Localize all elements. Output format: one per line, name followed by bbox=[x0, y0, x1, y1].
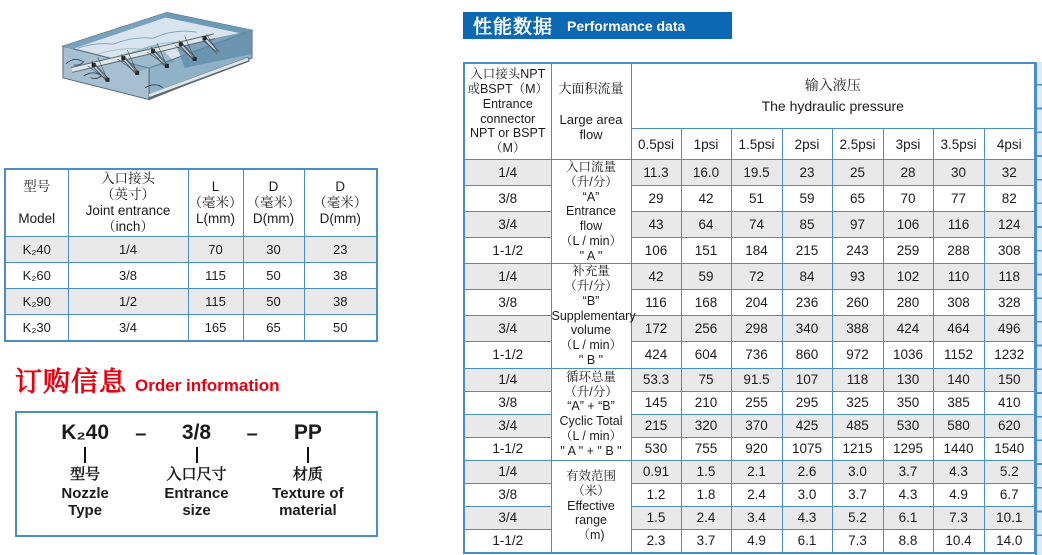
model-value-cell: 1/4 bbox=[68, 237, 188, 263]
value-cell: 260 bbox=[832, 290, 883, 316]
value-cell: 107 bbox=[782, 368, 832, 391]
value-cell: 65 bbox=[832, 186, 883, 212]
model-value-cell: 50 bbox=[243, 289, 304, 315]
value-cell: 4.9 bbox=[933, 483, 984, 506]
value-cell: 64 bbox=[681, 212, 731, 238]
value-cell: 2.4 bbox=[731, 483, 782, 506]
text-line bbox=[552, 96, 631, 111]
model-table-header-row bbox=[5, 169, 377, 237]
performance-data-row bbox=[464, 483, 1035, 506]
value-cell: 388 bbox=[832, 316, 883, 342]
order-separator: – bbox=[135, 423, 147, 445]
order-tick-line bbox=[307, 447, 309, 463]
order-part bbox=[146, 421, 246, 535]
model-table-row bbox=[5, 263, 377, 289]
size-cell: 1/4 bbox=[464, 160, 551, 186]
value-cell: 4.9 bbox=[731, 529, 782, 553]
model-value-cell: 165 bbox=[188, 315, 243, 342]
model-name-cell: K₂30 bbox=[5, 315, 68, 342]
text-line: flow bbox=[579, 219, 603, 233]
value-cell: 93 bbox=[832, 264, 883, 290]
model-name-cell: K₂90 bbox=[5, 289, 68, 315]
text-line: D(mm) bbox=[252, 210, 295, 226]
text-line: （英寸） bbox=[101, 187, 155, 203]
model-table-head bbox=[5, 169, 377, 237]
model-table-row bbox=[5, 315, 377, 342]
text-line: （毫米） bbox=[313, 195, 368, 211]
value-cell: 23 bbox=[782, 160, 832, 186]
size-cell: 1-1/2 bbox=[464, 529, 551, 553]
table-edge-sliver bbox=[1035, 62, 1042, 555]
text-line: material bbox=[279, 502, 337, 520]
value-cell: 30 bbox=[933, 160, 984, 186]
text-line: Cyclic Total bbox=[559, 414, 623, 428]
value-cell: 425 bbox=[782, 414, 832, 437]
value-cell: 215 bbox=[782, 238, 832, 264]
value-cell: 11.3 bbox=[631, 160, 681, 186]
value-cell: 130 bbox=[883, 368, 933, 391]
entrance-header-cell bbox=[464, 63, 551, 160]
value-cell: 118 bbox=[832, 368, 883, 391]
value-cell: 106 bbox=[631, 238, 681, 264]
value-cell: 1540 bbox=[984, 437, 1035, 460]
text-line: 大面积流量 bbox=[558, 80, 624, 96]
performance-data-row bbox=[464, 342, 1035, 368]
value-cell: 350 bbox=[883, 391, 933, 414]
text-line: size bbox=[182, 502, 211, 520]
value-cell: 116 bbox=[631, 290, 681, 316]
value-cell: 1440 bbox=[933, 437, 984, 460]
psi-header-cell: 3psi bbox=[883, 129, 933, 160]
value-cell: 29 bbox=[631, 186, 681, 212]
psi-header-cell: 0.5psi bbox=[631, 129, 681, 160]
value-cell: 308 bbox=[933, 290, 984, 316]
model-value-cell: 30 bbox=[243, 237, 304, 263]
performance-header-row-1 bbox=[464, 63, 1035, 129]
value-cell: 2.1 bbox=[731, 460, 782, 483]
text-line: NPT or BSPT bbox=[470, 126, 546, 141]
value-cell: 385 bbox=[933, 391, 984, 414]
value-cell: 920 bbox=[731, 437, 782, 460]
text-line: 入口接头NPT bbox=[470, 67, 546, 82]
model-table-body bbox=[5, 237, 377, 342]
performance-data-row bbox=[464, 414, 1035, 437]
model-value-cell: 65 bbox=[243, 315, 304, 342]
text-line: 有效范围 bbox=[565, 469, 616, 484]
group-label-cell bbox=[551, 460, 631, 553]
model-value-cell: 50 bbox=[304, 315, 377, 342]
value-cell: 280 bbox=[883, 290, 933, 316]
value-cell: 210 bbox=[681, 391, 731, 414]
pressure-header-cell bbox=[631, 63, 1035, 129]
value-cell: 124 bbox=[984, 212, 1035, 238]
performance-data-row bbox=[464, 212, 1035, 238]
size-cell: 3/8 bbox=[464, 290, 551, 316]
value-cell: 6.1 bbox=[782, 529, 832, 553]
value-cell: 32 bbox=[984, 160, 1035, 186]
model-value-cell: 3/8 bbox=[68, 263, 188, 289]
size-cell: 3/8 bbox=[464, 483, 551, 506]
text-line: volume bbox=[570, 323, 612, 338]
model-table-header-cell bbox=[304, 169, 377, 237]
performance-data-row bbox=[464, 391, 1035, 414]
order-label-zh: 型号 bbox=[70, 466, 101, 483]
value-cell: 8.8 bbox=[883, 529, 933, 553]
value-cell: 51 bbox=[731, 186, 782, 212]
value-cell: 3.7 bbox=[681, 529, 731, 553]
order-code: 3/8 bbox=[181, 421, 212, 444]
text-line: range bbox=[575, 513, 607, 528]
model-value-cell: 115 bbox=[188, 263, 243, 289]
value-cell: 102 bbox=[883, 264, 933, 290]
value-cell: 82 bbox=[984, 186, 1035, 212]
value-cell: 97 bbox=[832, 212, 883, 238]
text-line: Entrance bbox=[565, 204, 617, 219]
performance-data-row bbox=[464, 529, 1035, 553]
value-cell: 1.5 bbox=[681, 460, 731, 483]
text-line: Texture of bbox=[272, 484, 344, 502]
order-title-zh: 订购信息 bbox=[15, 367, 127, 397]
performance-data-row bbox=[464, 290, 1035, 316]
text-line: Effective bbox=[567, 498, 615, 513]
value-cell: 320 bbox=[681, 414, 731, 437]
text-line: flow bbox=[579, 126, 603, 142]
performance-data-row bbox=[464, 460, 1035, 483]
flow-header-cell bbox=[551, 63, 631, 160]
model-name-cell: K₂40 bbox=[5, 237, 68, 263]
value-cell: 42 bbox=[631, 264, 681, 290]
model-table-row bbox=[5, 289, 377, 315]
model-table-header-cell bbox=[188, 169, 243, 237]
model-value-cell: 3/4 bbox=[68, 315, 188, 342]
value-cell: 1295 bbox=[883, 437, 933, 460]
value-cell: 3.0 bbox=[782, 483, 832, 506]
value-cell: 72 bbox=[731, 264, 782, 290]
text-line: 入口流量 bbox=[565, 160, 616, 174]
order-info-title bbox=[15, 360, 280, 399]
performance-table-body bbox=[464, 160, 1035, 553]
order-tick-line bbox=[84, 447, 86, 463]
value-cell: 4.3 bbox=[883, 483, 933, 506]
value-cell: 10.4 bbox=[933, 529, 984, 553]
value-cell: 1.2 bbox=[631, 483, 681, 506]
performance-title-en: Performance data bbox=[567, 17, 686, 34]
value-cell: 59 bbox=[681, 264, 731, 290]
value-cell: 340 bbox=[782, 316, 832, 342]
value-cell: 236 bbox=[782, 290, 832, 316]
text-line: （升/分） bbox=[564, 384, 618, 399]
value-cell: 5.2 bbox=[984, 460, 1035, 483]
size-cell: 1/4 bbox=[464, 460, 551, 483]
value-cell: 3.4 bbox=[731, 506, 782, 529]
text-line: （米） bbox=[572, 483, 610, 498]
text-line: 型号 bbox=[23, 179, 51, 195]
value-cell: 370 bbox=[731, 414, 782, 437]
performance-data-row bbox=[464, 186, 1035, 212]
model-table-row bbox=[5, 237, 377, 263]
order-code: K₂40 bbox=[61, 421, 110, 444]
value-cell: 110 bbox=[933, 264, 984, 290]
value-cell: 2.6 bbox=[782, 460, 832, 483]
text-line: Joint entrance bbox=[85, 203, 171, 218]
value-cell: 298 bbox=[731, 316, 782, 342]
value-cell: 10.1 bbox=[984, 506, 1035, 529]
value-cell: 308 bbox=[984, 238, 1035, 264]
performance-data-row bbox=[464, 437, 1035, 460]
value-cell: 604 bbox=[681, 342, 731, 368]
value-cell: 295 bbox=[782, 391, 832, 414]
performance-data-row bbox=[464, 238, 1035, 264]
model-value-cell: 50 bbox=[243, 263, 304, 289]
value-cell: 42 bbox=[681, 186, 731, 212]
text-line: 入口接头 bbox=[101, 171, 155, 187]
value-cell: 530 bbox=[883, 414, 933, 437]
value-cell: 736 bbox=[731, 342, 782, 368]
value-cell: 256 bbox=[681, 316, 731, 342]
value-cell: 75 bbox=[681, 368, 731, 391]
value-cell: 424 bbox=[883, 316, 933, 342]
value-cell: 172 bbox=[631, 316, 681, 342]
value-cell: 3.7 bbox=[832, 483, 883, 506]
model-value-cell: 1/2 bbox=[68, 289, 188, 315]
tank-illustration bbox=[58, 4, 256, 116]
text-line: “A” + “B” bbox=[567, 399, 615, 414]
text-line: （毫米） bbox=[246, 195, 301, 211]
text-line: Model bbox=[18, 210, 56, 226]
value-cell: 43 bbox=[631, 212, 681, 238]
model-value-cell: 23 bbox=[304, 237, 377, 263]
text-line: " B " bbox=[578, 352, 604, 367]
text-line: Entrance bbox=[482, 96, 533, 111]
value-cell: 116 bbox=[933, 212, 984, 238]
value-cell: 485 bbox=[832, 414, 883, 437]
psi-header-cell: 1psi bbox=[681, 129, 731, 160]
value-cell: 1036 bbox=[883, 342, 933, 368]
value-cell: 972 bbox=[832, 342, 883, 368]
value-cell: 145 bbox=[631, 391, 681, 414]
value-cell: 106 bbox=[883, 212, 933, 238]
value-cell: 140 bbox=[933, 368, 984, 391]
text-line: （毫米） bbox=[188, 195, 243, 211]
value-cell: 85 bbox=[782, 212, 832, 238]
value-cell: 3.7 bbox=[883, 460, 933, 483]
text-line: " A " + " B " bbox=[560, 443, 622, 458]
text-line: 补充量 bbox=[572, 264, 610, 279]
model-value-cell: 115 bbox=[188, 289, 243, 315]
text-line: （L / min） bbox=[559, 338, 623, 352]
value-cell: 84 bbox=[782, 264, 832, 290]
value-cell: 215 bbox=[631, 414, 681, 437]
value-cell: 59 bbox=[782, 186, 832, 212]
value-cell: 91.5 bbox=[731, 368, 782, 391]
value-cell: 288 bbox=[933, 238, 984, 264]
text-line: （inch） bbox=[102, 218, 154, 234]
order-label-en bbox=[61, 485, 109, 520]
value-cell: 243 bbox=[832, 238, 883, 264]
value-cell: 2.3 bbox=[631, 529, 681, 553]
value-cell: 328 bbox=[984, 290, 1035, 316]
value-cell: 860 bbox=[782, 342, 832, 368]
size-cell: 1-1/2 bbox=[464, 238, 551, 264]
text-line: " A " bbox=[579, 248, 603, 263]
order-part bbox=[35, 421, 135, 535]
text-line: “A” bbox=[582, 189, 600, 204]
order-label-en bbox=[164, 485, 228, 520]
text-line: Supplementary bbox=[551, 308, 636, 323]
value-cell: 1.5 bbox=[631, 506, 681, 529]
text-line: D bbox=[335, 179, 346, 195]
order-label-zh: 入口尺寸 bbox=[166, 466, 227, 483]
size-cell: 3/4 bbox=[464, 414, 551, 437]
value-cell: 16.0 bbox=[681, 160, 731, 186]
psi-header-cell: 2psi bbox=[782, 129, 832, 160]
order-label-zh: 材质 bbox=[292, 466, 323, 483]
model-value-cell: 70 bbox=[188, 237, 243, 263]
value-cell: 530 bbox=[631, 437, 681, 460]
value-cell: 150 bbox=[984, 368, 1035, 391]
value-cell: 6.1 bbox=[883, 506, 933, 529]
value-cell: 184 bbox=[731, 238, 782, 264]
text-line: Nozzle bbox=[61, 484, 109, 502]
performance-table-head bbox=[464, 63, 1035, 160]
value-cell: 255 bbox=[731, 391, 782, 414]
value-cell: 259 bbox=[883, 238, 933, 264]
value-cell: 496 bbox=[984, 316, 1035, 342]
value-cell: 1152 bbox=[933, 342, 984, 368]
text-line: Entrance bbox=[164, 484, 229, 502]
value-cell: 464 bbox=[933, 316, 984, 342]
text-line: The hydraulic pressure bbox=[761, 98, 904, 114]
value-cell: 424 bbox=[631, 342, 681, 368]
psi-header-cell: 1.5psi bbox=[731, 129, 782, 160]
size-cell: 3/8 bbox=[464, 186, 551, 212]
value-cell: 1232 bbox=[984, 342, 1035, 368]
model-name-cell: K₂60 bbox=[5, 263, 68, 289]
order-label-en bbox=[272, 485, 343, 520]
model-table-header-cell bbox=[5, 169, 68, 237]
performance-data-row bbox=[464, 160, 1035, 186]
text-line: 或BSPT（M） bbox=[467, 82, 549, 96]
value-cell: 70 bbox=[883, 186, 933, 212]
value-cell: 620 bbox=[984, 414, 1035, 437]
value-cell: 77 bbox=[933, 186, 984, 212]
order-part bbox=[258, 421, 358, 535]
performance-data-row bbox=[464, 506, 1035, 529]
value-cell: 118 bbox=[984, 264, 1035, 290]
value-cell: 53.3 bbox=[631, 368, 681, 391]
size-cell: 3/8 bbox=[464, 391, 551, 414]
text-line: connector bbox=[480, 111, 536, 126]
size-cell: 3/4 bbox=[464, 316, 551, 342]
text-line: （L / min） bbox=[559, 233, 623, 248]
performance-title-zh: 性能数据 bbox=[473, 17, 554, 38]
value-cell: 6.7 bbox=[984, 483, 1035, 506]
text-line: “B” bbox=[582, 293, 600, 308]
performance-data-row bbox=[464, 316, 1035, 342]
value-cell: 151 bbox=[681, 238, 731, 264]
group-label-cell bbox=[551, 368, 631, 460]
value-cell: 580 bbox=[933, 414, 984, 437]
psi-header-cell: 3.5psi bbox=[933, 129, 984, 160]
size-cell: 1-1/2 bbox=[464, 437, 551, 460]
value-cell: 1075 bbox=[782, 437, 832, 460]
text-line: （L / min） bbox=[559, 428, 623, 443]
value-cell: 4.3 bbox=[933, 460, 984, 483]
psi-header-cell: 2.5psi bbox=[832, 129, 883, 160]
order-code-box bbox=[15, 411, 378, 537]
performance-header-bar bbox=[463, 12, 732, 39]
value-cell: 325 bbox=[832, 391, 883, 414]
value-cell: 0.91 bbox=[631, 460, 681, 483]
text-line: （m) bbox=[577, 528, 605, 543]
text-line: （M） bbox=[490, 141, 526, 155]
group-label-cell bbox=[551, 264, 636, 368]
group-label-cell bbox=[551, 160, 631, 264]
order-tick-line bbox=[196, 447, 198, 463]
value-cell: 14.0 bbox=[984, 529, 1035, 553]
order-code: PP bbox=[293, 421, 322, 444]
value-cell: 168 bbox=[681, 290, 731, 316]
text-line: D bbox=[268, 179, 279, 195]
model-table-header-cell bbox=[243, 169, 304, 237]
value-cell: 28 bbox=[883, 160, 933, 186]
model-table bbox=[4, 168, 378, 342]
size-cell: 1-1/2 bbox=[464, 342, 551, 368]
text-line: D(mm) bbox=[319, 210, 361, 226]
text-line: （升/分） bbox=[564, 174, 618, 189]
performance-table bbox=[463, 62, 1036, 554]
text-line: 循环总量 bbox=[565, 369, 616, 384]
size-cell: 3/4 bbox=[464, 212, 551, 238]
text-line: （升/分） bbox=[564, 279, 618, 293]
text-line: Large area bbox=[559, 111, 623, 127]
order-title-en: Order information bbox=[135, 376, 280, 395]
value-cell: 2.4 bbox=[681, 506, 731, 529]
value-cell: 3.0 bbox=[832, 460, 883, 483]
value-cell: 25 bbox=[832, 160, 883, 186]
size-cell: 1/4 bbox=[464, 368, 551, 391]
size-cell: 3/4 bbox=[464, 506, 551, 529]
value-cell: 1215 bbox=[832, 437, 883, 460]
psi-header-cell: 4psi bbox=[984, 129, 1035, 160]
size-cell: 1/4 bbox=[464, 264, 551, 290]
text-line: L bbox=[211, 179, 220, 195]
value-cell: 19.5 bbox=[731, 160, 782, 186]
text-line bbox=[6, 195, 68, 211]
value-cell: 74 bbox=[731, 212, 782, 238]
text-line: 输入液压 bbox=[804, 77, 861, 93]
performance-data-row bbox=[464, 368, 1035, 391]
value-cell: 410 bbox=[984, 391, 1035, 414]
value-cell: 5.2 bbox=[832, 506, 883, 529]
order-separator: – bbox=[246, 423, 258, 445]
value-cell: 4.3 bbox=[782, 506, 832, 529]
text-line: L(mm) bbox=[196, 210, 235, 226]
value-cell: 7.3 bbox=[832, 529, 883, 553]
value-cell: 204 bbox=[731, 290, 782, 316]
text-line: Type bbox=[68, 502, 103, 520]
model-table-header-cell bbox=[68, 169, 188, 237]
model-value-cell: 38 bbox=[304, 289, 377, 315]
value-cell: 755 bbox=[681, 437, 731, 460]
value-cell: 7.3 bbox=[933, 506, 984, 529]
value-cell: 1.8 bbox=[681, 483, 731, 506]
performance-data-row bbox=[464, 264, 1035, 290]
model-value-cell: 38 bbox=[304, 263, 377, 289]
